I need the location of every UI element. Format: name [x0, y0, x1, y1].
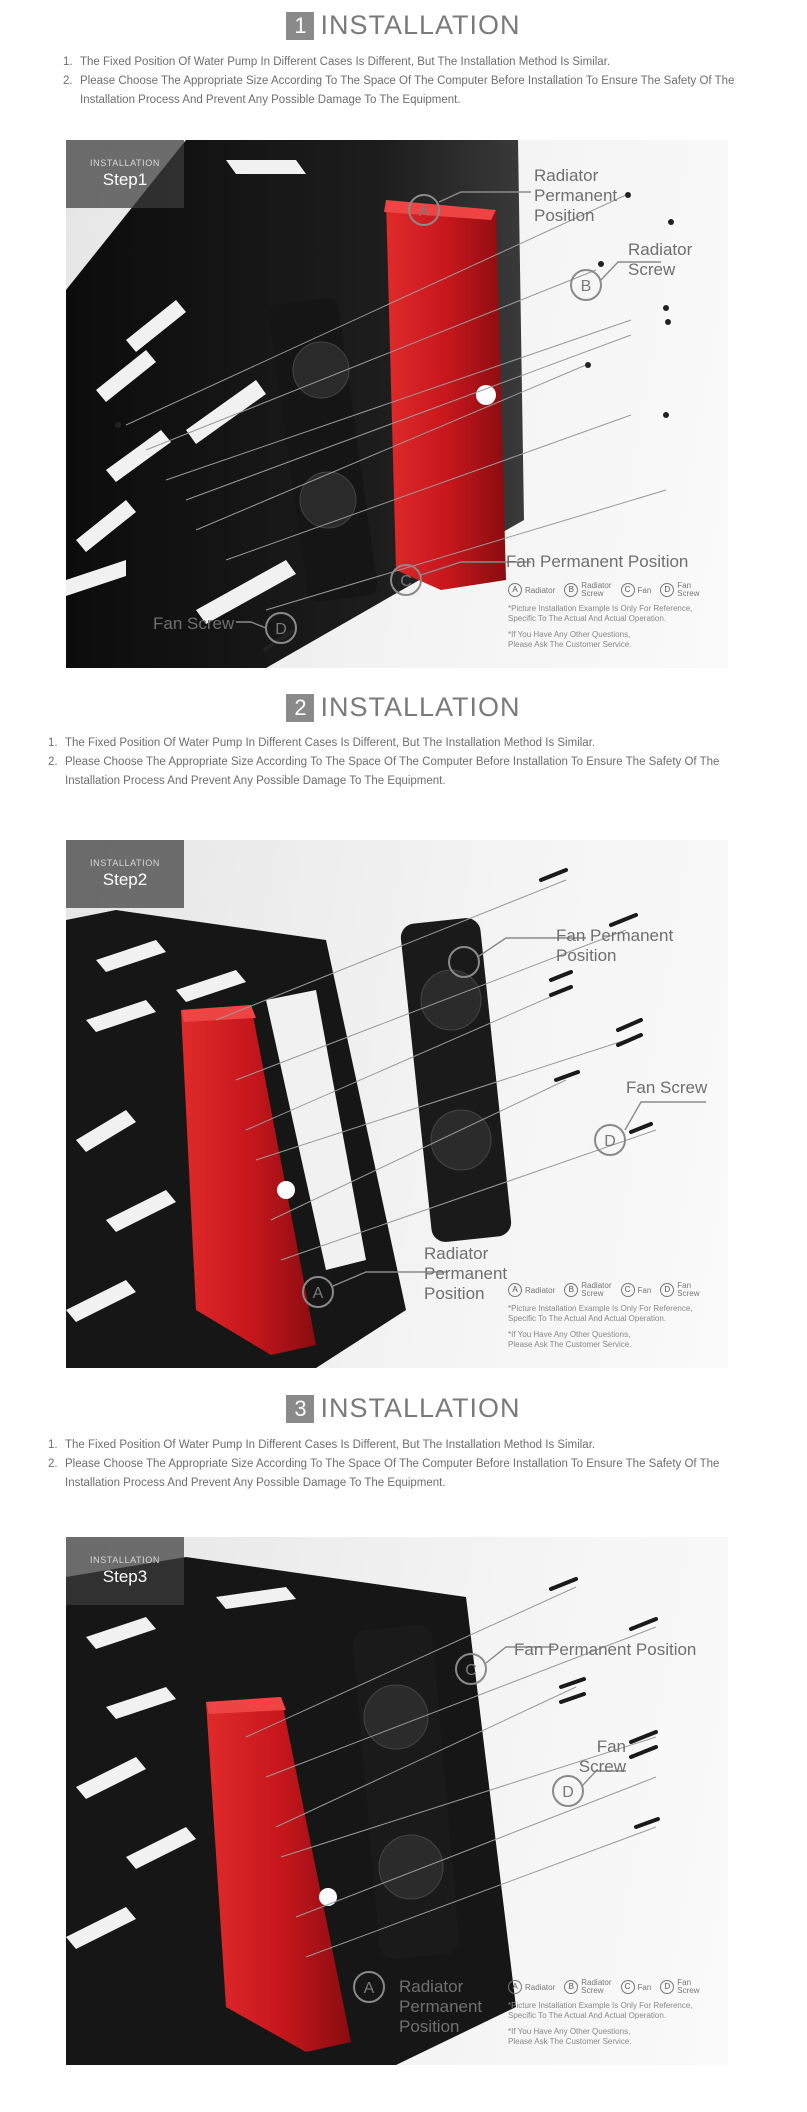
legend-note-service: *If You Have Any Other Questions, Please Ask The Customer Service.: [508, 1330, 632, 1349]
label-fan-screw: Fan Screw: [626, 1078, 708, 1097]
installation-image-step1: [66, 140, 728, 668]
note-item: 2. Please Choose The Appropriate Size According To The Space Of The Computer Before Installation To Ensure The Safety Of The Installation Process And Prevent Any Possible Damage To The Equipment.: [48, 756, 720, 787]
section-title: INSTALLATION: [320, 10, 521, 40]
legend: A Radiator B Radiator Screw C Fan D Fan Screw *Picture Installation Example Is Only For Reference, Specific To The Actual And Actual Operation. *If You Have Any Other Questions, Please Ask The Customer Service.: [508, 1979, 728, 2047]
note-item: 1. The Fixed Position Of Water Pump In Different Cases Is Different, But The Installation Method Is Similar.: [48, 1439, 596, 1451]
note-item: 2. Please Choose The Appropriate Size According To The Space Of The Computer Before Installation To Ensure The Safety Of The Installation Process And Prevent Any Possible Damage To The Equipment.: [63, 75, 735, 106]
callout-letter-d: D: [562, 1784, 574, 1801]
label-radiator-permanent-position: Radiator Permanent Position: [424, 1244, 508, 1303]
callout-letter-d: D: [275, 621, 287, 638]
callout-letter-a: A: [363, 1980, 375, 1997]
callout-letter-c: C: [400, 573, 412, 590]
step-tag-small: INSTALLATION: [90, 158, 160, 168]
section-number-badge: 2: [286, 694, 314, 722]
label-fan-permanent-position: Fan Permanent Position: [556, 926, 674, 965]
step-tag: [66, 840, 184, 908]
note-item: 1. The Fixed Position Of Water Pump In Different Cases Is Different, But The Installation Method Is Similar.: [63, 56, 611, 68]
installation-image-step2: [66, 840, 728, 1368]
note-item: 2. Please Choose The Appropriate Size According To The Space Of The Computer Before Installation To Ensure The Safety Of The Installation Process And Prevent Any Possible Damage To The Equipment.: [48, 1458, 720, 1489]
section-3-notes: [48, 1436, 768, 1493]
callout-letter-c: C: [465, 1662, 477, 1679]
section-number-badge: 3: [286, 1395, 314, 1423]
section-2-header: [0, 692, 807, 723]
step-tag: [66, 140, 184, 208]
section-1-notes: [63, 53, 783, 110]
step-tag-title: Step1: [102, 170, 148, 189]
legend-note-reference: *Picture Installation Example Is Only For Reference, Specific To The Actual And Actual Operation.: [508, 2001, 693, 2020]
section-number-badge: 1: [286, 12, 314, 40]
legend-note-reference: *Picture Installation Example Is Only For Reference, Specific To The Actual And Actual Operation.: [508, 1304, 693, 1323]
section-title: INSTALLATION: [320, 692, 521, 722]
section-2-notes: [48, 734, 768, 791]
legend-note-reference: *Picture Installation Example Is Only For Reference, Specific To The Actual And Actual Operation.: [508, 604, 693, 623]
installation-image-step3: [66, 1537, 728, 2065]
section-3-header: [0, 1393, 807, 1424]
step-tag-title: Step2: [102, 870, 148, 889]
label-fan-screw: Fan Screw: [578, 1737, 626, 1776]
legend: A Radiator B Radiator Screw C Fan D Fan Screw *Picture Installation Example Is Only For Reference, Specific To The Actual And Actual Operation. *If You Have Any Other Questions, Please Ask The Customer Service.: [508, 1282, 728, 1350]
note-item: 1. The Fixed Position Of Water Pump In Different Cases Is Different, But The Installation Method Is Similar.: [48, 737, 596, 749]
legend: A Radiator B Radiator Screw C Fan D Fan Screw *Picture Installation Example Is Only For Reference, Specific To The Actual And Actual Operation. *If You Have Any Other Questions, Please Ask The Customer Service.: [508, 582, 728, 650]
step-tag-small: INSTALLATION: [90, 858, 160, 868]
section-1-header: [0, 10, 807, 41]
label-fan-permanent-position: Fan Permanent Position: [514, 1640, 697, 1659]
label-radiator-permanent-position: Radiator Permanent Position: [534, 166, 618, 225]
section-title: INSTALLATION: [320, 1393, 521, 1423]
legend-note-service: *If You Have Any Other Questions, Please Ask The Customer Service.: [508, 2027, 632, 2046]
step-tag: [66, 1537, 184, 1605]
callout-letter-b: B: [580, 278, 592, 295]
label-radiator-permanent-position: Radiator Permanent Position: [399, 1977, 483, 2036]
callout-letter-a: A: [312, 1285, 324, 1302]
step-tag-small: INSTALLATION: [90, 1555, 160, 1565]
callout-letter-d: D: [604, 1133, 616, 1150]
legend-note-service: *If You Have Any Other Questions, Please Ask The Customer Service.: [508, 630, 632, 649]
label-fan-screw: Fan Screw: [153, 614, 235, 633]
step-tag-title: Step3: [102, 1567, 148, 1586]
label-fan-permanent-position: Fan Permanent Position: [506, 552, 689, 571]
label-radiator-screw: Radiator Screw: [628, 240, 693, 279]
callout-letter-a: A: [418, 203, 430, 220]
